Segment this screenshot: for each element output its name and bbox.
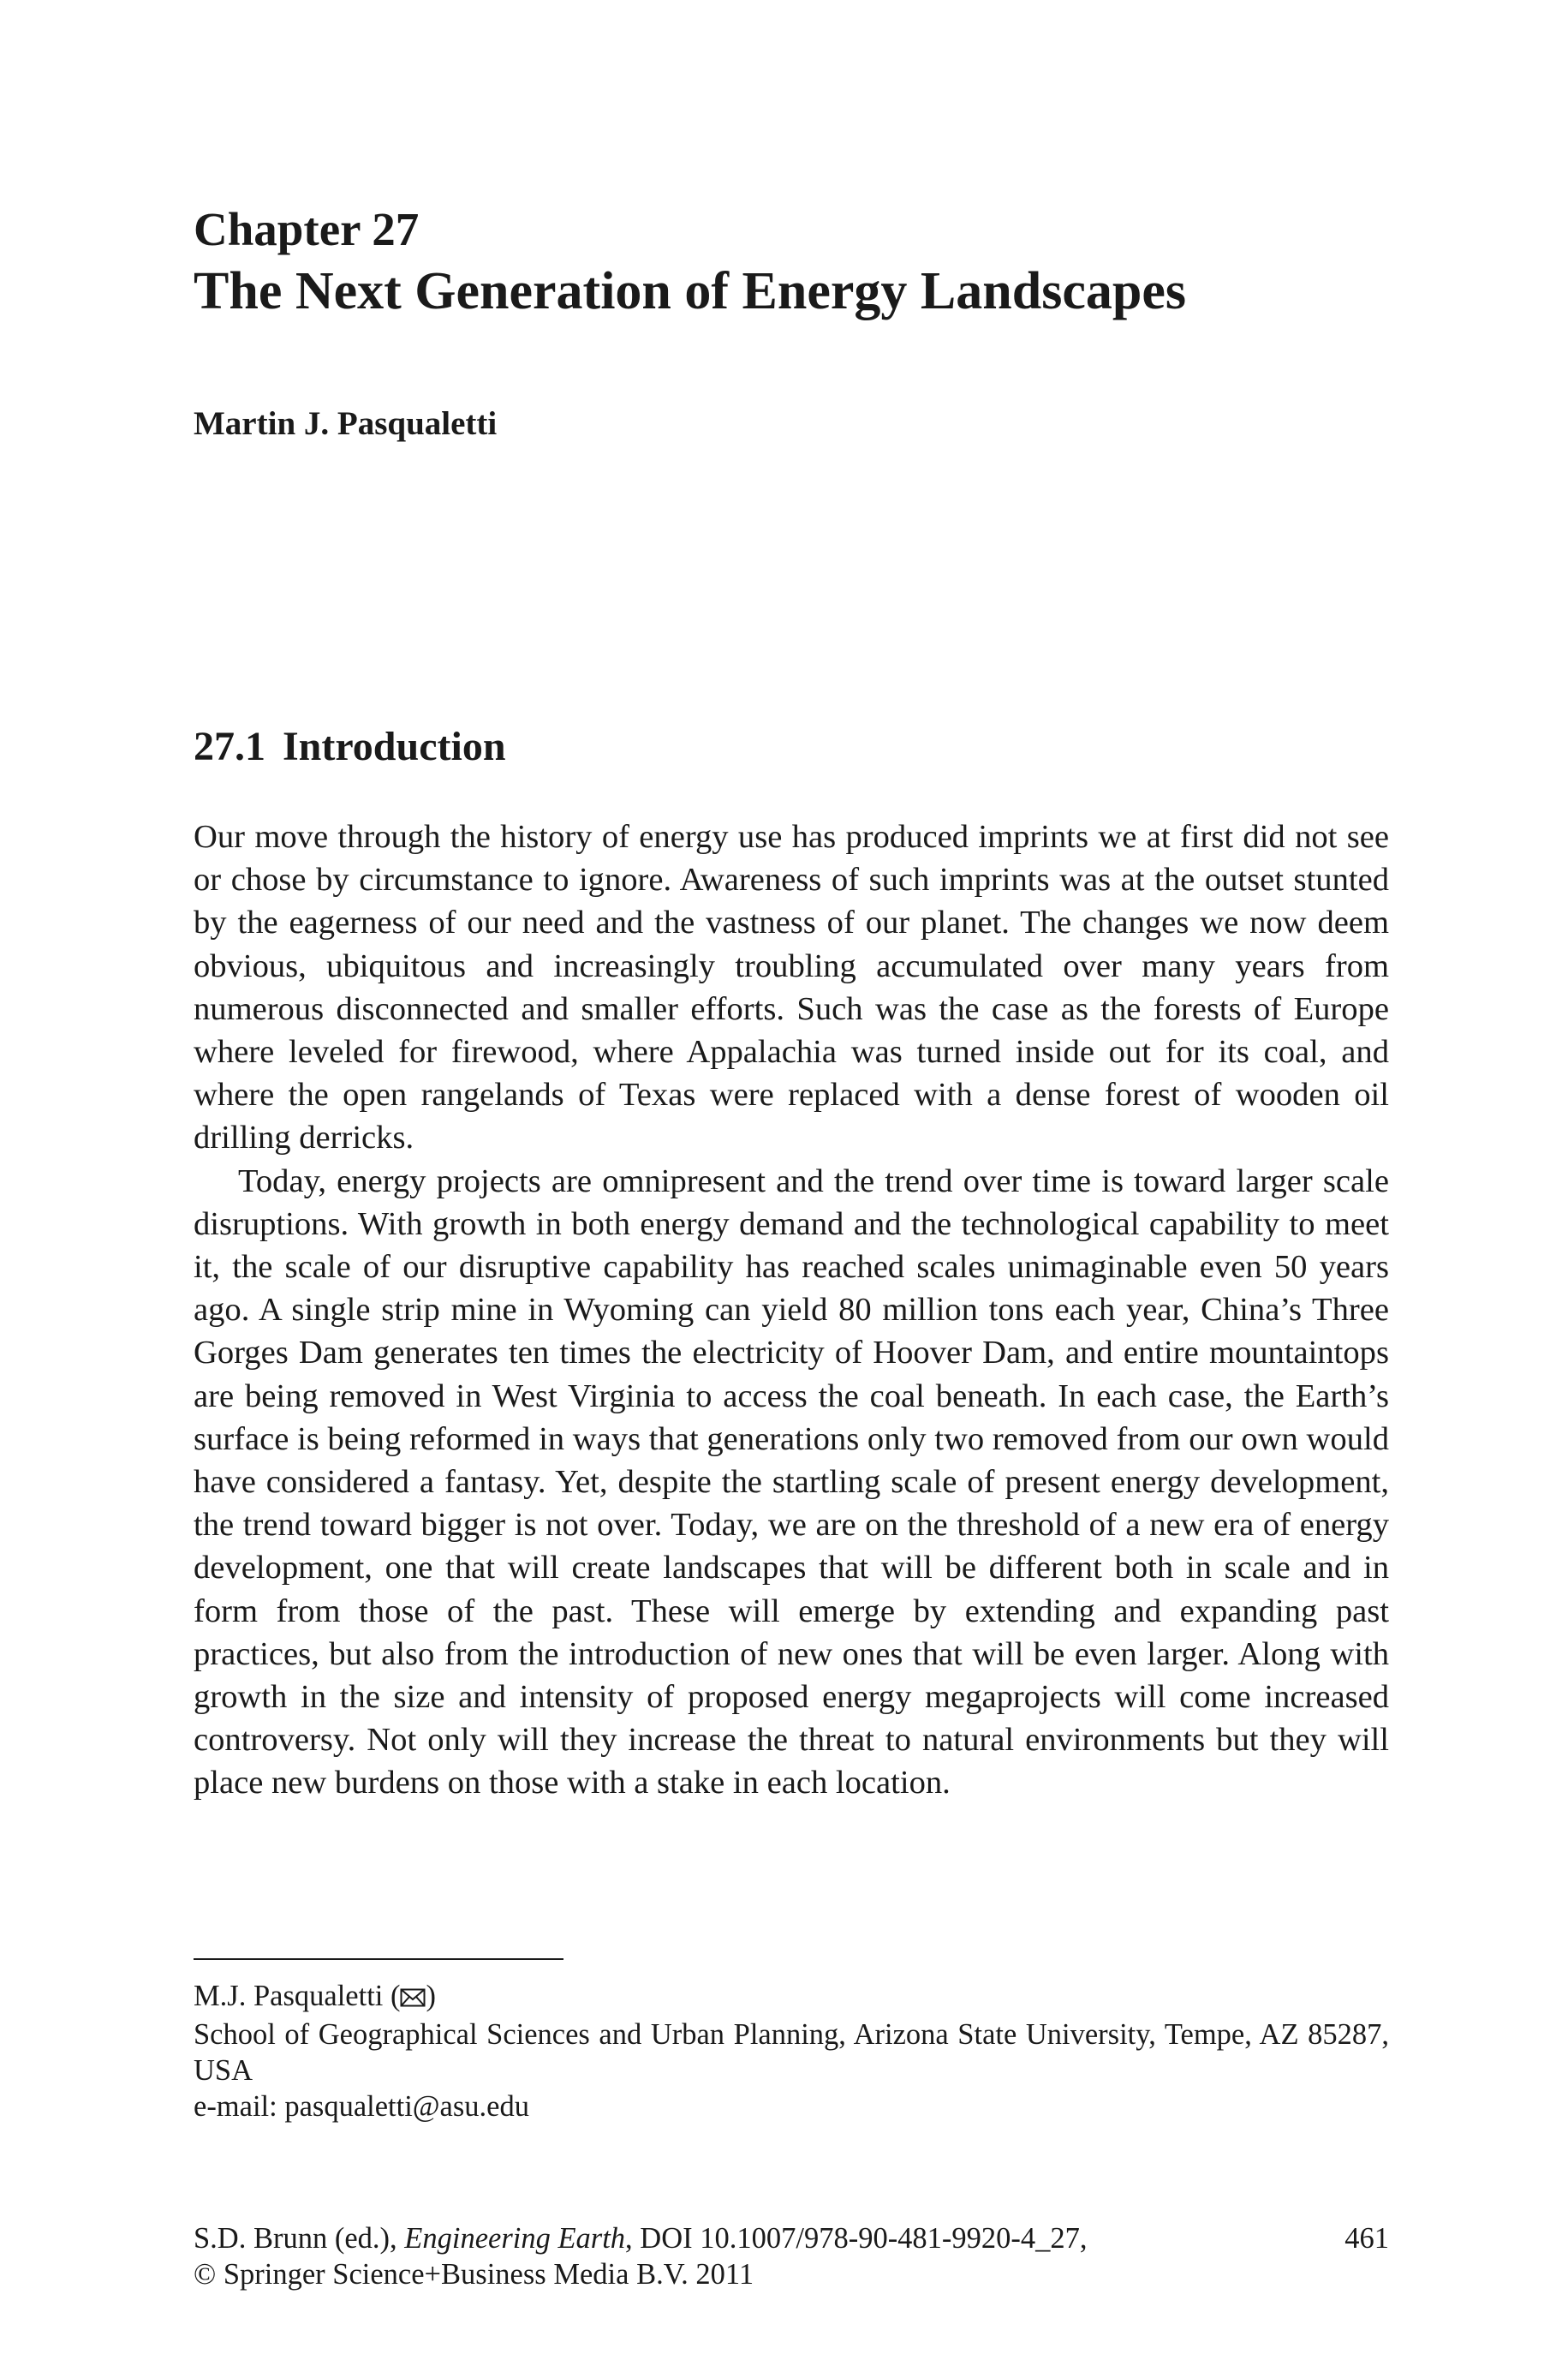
footnote-email: e-mail: pasqualetti@asu.edu — [194, 2090, 529, 2123]
footnote-name: M.J. Pasqualetti ( — [194, 1980, 401, 2012]
section-number: 27.1 — [194, 724, 265, 769]
author-name: Martin J. Pasqualetti — [194, 405, 498, 442]
citation-footer — [194, 2220, 1088, 2292]
page-number: 461 — [1344, 2222, 1389, 2255]
copyright-line: © Springer Science+Business Media B.V. 2011 — [194, 2258, 754, 2291]
envelope-icon — [400, 1981, 426, 2017]
body-text — [194, 816, 1389, 1805]
citation-line — [194, 2220, 1088, 2256]
footnote-name-line — [194, 1978, 1389, 2017]
author-footnote — [194, 1978, 1389, 2124]
section-title: Introduction — [283, 724, 506, 769]
citation-book-title: Engineering Earth — [404, 2222, 626, 2255]
footnote-rule — [194, 1958, 563, 1960]
citation-editor: S.D. Brunn (ed.), — [194, 2222, 405, 2255]
footnote-name-close: ) — [426, 1980, 436, 2012]
chapter-title: The Next Generation of Energy Landscapes — [194, 262, 1187, 320]
citation-doi: , DOI 10.1007/978-90-481-9920-4_27, — [625, 2222, 1088, 2255]
paragraph-1: Our move through the history of energy use has produced imprints we at first did not see or chose by circumstance to ignore. Awareness of such imprints was at the outset stunted by the eagerness of our need and the vastness of our planet. The changes we now deem obvious, ubiquitous and increasingly troubling accumulated over many years from numerous disconnected and smaller efforts. Such was the case as the forests of Europe where leveled for firewood, where Appalachia was turned inside out for its coal, and where the open rangelands of Texas were replaced with a dense forest of wooden oil drilling derricks. — [194, 819, 1389, 1156]
paragraph-2: Today, energy projects are omnipresent and the trend over time is toward larger scale disruptions. With growth in both energy demand and the technological capability to meet it, the scale of our disruptive capability has reached scales unimaginable even 50 years ago. A single strip mine in Wyoming can yield 80 million tons each year, China’s Three Gorges Dam generates ten times the electricity of Hoover Dam, and entire mountaintops are being removed in West Virginia to access the coal beneath. In each case, the Earth’s surface is being reformed in ways that generations only two removed from our own would have considered a fantasy. Yet, despite the startling scale of present energy development, the trend toward bigger is not over. Today, we are on the threshold of a new era of energy development, one that will create landscapes that will be different both in scale and in form from those of the past. These will emerge by extending and expanding past practices, but also from the introduction of new ones that will be even larger. Along with growth in the size and intensity of proposed energy megaprojects will come increased controversy. Not only will they increase the threat to natural environments but they will place new burdens on those with a stake in each location. — [194, 1162, 1389, 1801]
chapter-label: Chapter 27 — [194, 203, 420, 255]
page — [194, 0, 1389, 2378]
section-heading — [194, 721, 506, 773]
footnote-affiliation: School of Geographical Sciences and Urban Planning, Arizona State University, Tempe, AZ 85287, USA — [194, 2018, 1389, 2087]
